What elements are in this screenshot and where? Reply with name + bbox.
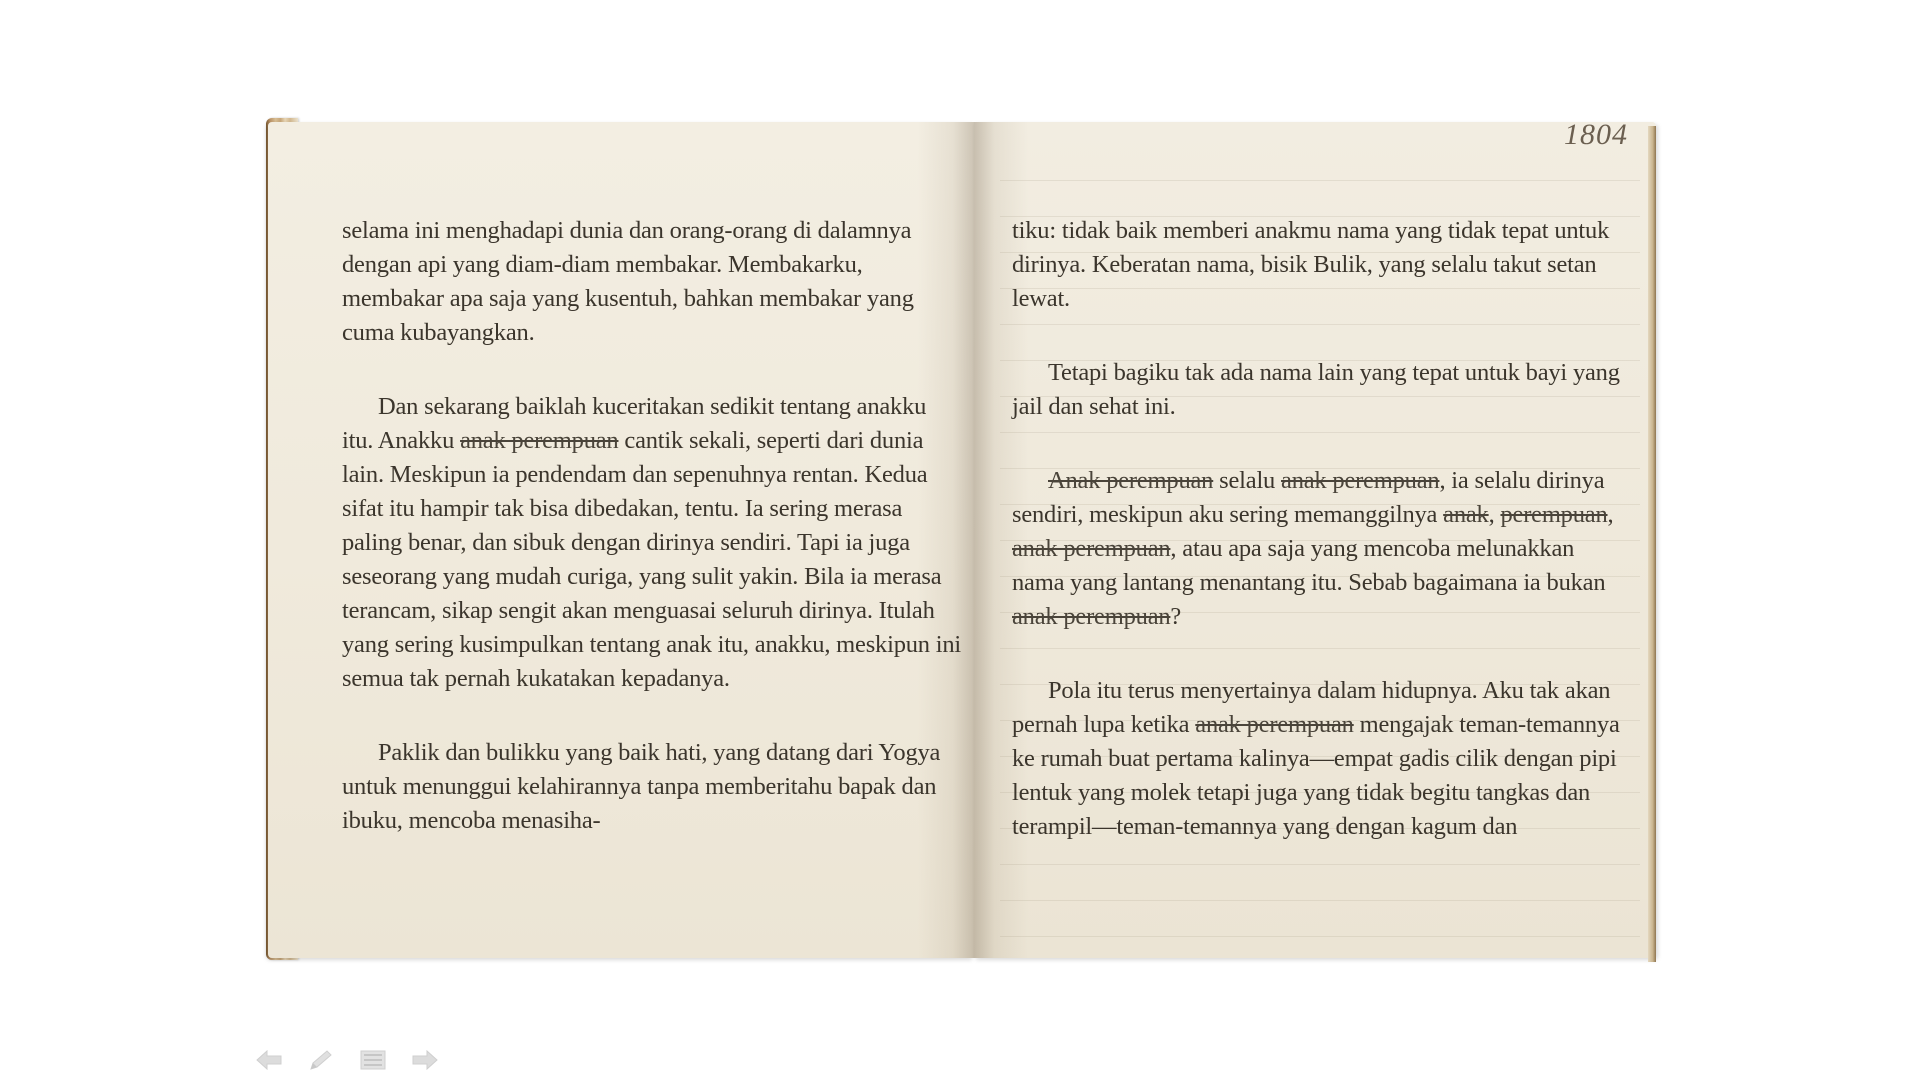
- paragraph: [342, 390, 962, 696]
- text-run: ,: [1607, 501, 1614, 528]
- paragraph: [342, 736, 962, 838]
- text-run: selama ini menghadapi dunia dan orang-orang di dalamnya dengan api yang diam-diam membakar. Membakarku, membakar apa saja yang kusentuh, bahkan membakar yang cuma kubayangkan.: [342, 217, 914, 346]
- open-book: [268, 116, 1660, 968]
- struck-text: anak perempuan: [1012, 535, 1171, 562]
- text-run: Pola itu terus menyertainya dalam hidupnya. Aku tak akan pernah lupa ketika: [1012, 677, 1611, 738]
- pen-tool-button[interactable]: [306, 1048, 336, 1072]
- ruled-line: [1000, 936, 1640, 937]
- right-page-text: [1012, 214, 1632, 884]
- pen-icon: [307, 1048, 335, 1072]
- struck-text: anak: [1443, 501, 1489, 528]
- left-page: [268, 122, 974, 958]
- text-run: cantik sekali, seperti dari dunia lain. Meskipun ia pendendam dan sepenuhnya rentan. Kedua sifat itu hampir tak bisa dibedakan, tentu. Ia sering merasa paling benar, dan sibuk dengan dirinya sendiri. Tapi ia juga seseorang yang mudah curiga, yang sulit yakin. Bila ia merasa terancam, sikap sengit akan menguasai seluruh dirinya. Itulah yang sering kusimpulkan tentang anak itu, anakku, meskipun ini semua tak pernah kukatakan kepadanya.: [342, 427, 962, 692]
- menu-button[interactable]: [358, 1048, 388, 1072]
- text-run: , atau apa saja yang mencoba melunakkan nama yang lantang menantang itu. Sebab bagaimana ia bukan: [1012, 535, 1606, 596]
- struck-text: anak perempuan: [460, 427, 619, 454]
- text-run: mengajak teman-temannya ke rumah buat pertama kalinya—empat gadis cilik dengan pipi lentuk yang molek tetapi juga yang tidak begitu tangkas dan terampil—teman-temannya yang dengan kagum dan: [1012, 711, 1620, 840]
- paragraph: [1012, 674, 1632, 844]
- text-run: selalu: [1213, 467, 1282, 494]
- struck-text: anak perempuan: [1012, 603, 1171, 630]
- slide-navigation: [254, 1046, 440, 1074]
- arrow-right-icon: [411, 1049, 439, 1071]
- struck-text: Anak perempuan: [1048, 467, 1214, 494]
- page-edge: [1648, 126, 1656, 962]
- paragraph: [1012, 214, 1632, 316]
- text-run: ,: [1488, 501, 1501, 528]
- text-run: , ia selalu dirinya sendiri, meskipun aku sering memanggilnya: [1012, 467, 1605, 528]
- struck-text: anak perempuan: [1195, 711, 1354, 738]
- menu-icon: [359, 1049, 387, 1071]
- page-number: 1804: [1564, 118, 1628, 151]
- next-page-button[interactable]: [410, 1048, 440, 1072]
- text-run: ?: [1170, 603, 1182, 630]
- previous-page-button[interactable]: [254, 1048, 284, 1072]
- text-run: Tetapi bagiku tak ada nama lain yang tepat untuk bayi yang jail dan sehat ini.: [1012, 359, 1620, 420]
- struck-text: anak perempuan: [1281, 467, 1440, 494]
- paragraph: [342, 214, 962, 350]
- arrow-left-icon: [255, 1049, 283, 1071]
- ruled-line: [1000, 180, 1640, 181]
- left-page-text: [342, 214, 962, 878]
- text-run: Paklik dan bulikku yang baik hati, yang datang dari Yogya untuk menunggui kelahirannya tanpa memberitahu bapak dan ibuku, mencoba menasiha-: [342, 739, 941, 834]
- ruled-line: [1000, 900, 1640, 901]
- text-run: Dan sekarang baiklah kuceritakan sedikit tentang anakku itu. Anakku: [342, 393, 927, 454]
- paragraph: [1012, 464, 1632, 634]
- right-page: [974, 118, 1656, 958]
- paragraph: [1012, 356, 1632, 424]
- text-run: tiku: tidak baik memberi anakmu nama yang tidak tepat untuk dirinya. Keberatan nama, bisik Bulik, yang selalu takut setan lewat.: [1012, 217, 1610, 312]
- struck-text: perempuan: [1500, 501, 1608, 528]
